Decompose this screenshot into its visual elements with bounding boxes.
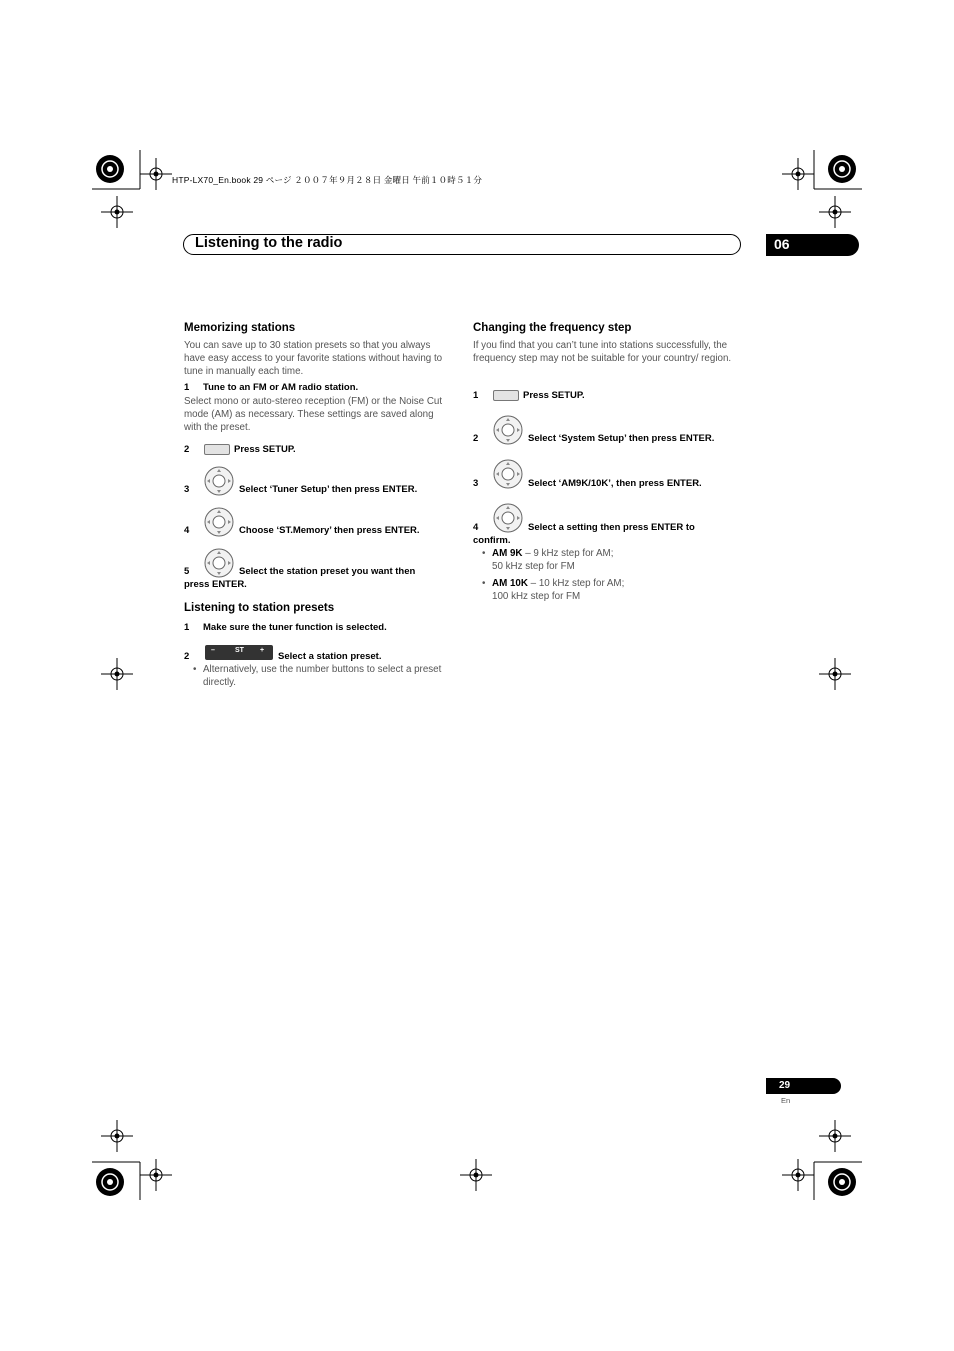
bullet-dot: • [193, 664, 197, 675]
step-text-continued: press ENTER. [184, 579, 247, 590]
option-description-continued: 50 kHz step for FM [492, 561, 575, 572]
frequency-heading: Changing the frequency step [473, 322, 632, 334]
step-number: 2 [184, 444, 190, 455]
step-description: Select mono or auto-stereo reception (FM) or the Noise Cut mode (AM) as necessary. These settings are saved along with the preset. [184, 396, 443, 433]
step-text: Select ‘System Setup’ then press ENTER. [528, 433, 715, 444]
step-number: 1 [473, 390, 479, 401]
bullet-text: Alternatively, use the number buttons to select a preset directly. [203, 664, 442, 688]
step-number: 2 [473, 433, 479, 444]
memorizing-intro: You can save up to 30 station presets so that you always have easy access to your favorite stations without having to tune in manually each time. [184, 340, 443, 377]
step-number: 3 [184, 484, 190, 495]
step-number: 5 [184, 566, 190, 577]
step-number: 2 [184, 651, 190, 662]
step-text-continued: confirm. [473, 535, 511, 546]
option-am10k [492, 577, 624, 590]
chapter-number: 06 [774, 236, 790, 252]
page-number-tab [766, 1078, 841, 1094]
step-text: Tune to an FM or AM radio station. [203, 382, 359, 393]
step-number: 3 [473, 478, 479, 489]
dial-pad-icon [204, 466, 234, 496]
page-title: Listening to the radio [195, 235, 343, 251]
presets-heading: Listening to station presets [184, 602, 335, 614]
option-description-continued: 100 kHz step for FM [492, 591, 581, 602]
book-info-line: HTP-LX70_En.book 29 ページ ２００７年９月２８日 金曜日 午前１０時５１分 [172, 175, 483, 185]
st-plus-label: + [260, 647, 265, 654]
setup-button-icon [493, 390, 519, 401]
station-preset-button-icon [205, 645, 273, 660]
step-number: 1 [184, 382, 190, 393]
dial-pad-icon [204, 548, 234, 578]
bullet-dot: • [482, 578, 486, 589]
option-label: AM 10K [492, 578, 528, 589]
option-description: – 9 kHz step for AM; [522, 548, 614, 559]
step-text: Choose ‘ST.Memory’ then press ENTER. [239, 525, 420, 536]
option-description: – 10 kHz step for AM; [527, 578, 625, 589]
step-text: Select a setting then press ENTER to [528, 522, 695, 533]
option-am9k [492, 547, 613, 560]
dial-pad-icon [493, 503, 523, 533]
step-text: Press SETUP. [234, 444, 296, 455]
memorizing-heading: Memorizing stations [184, 322, 296, 334]
frequency-intro: If you find that you can’t tune into stations successfully, the frequency step may not be suitable for your country/ region. [473, 340, 732, 364]
page-number: 29 [779, 1080, 791, 1091]
page-language: En [781, 1096, 791, 1105]
dial-pad-icon [493, 459, 523, 489]
option-label: AM 9K [492, 548, 523, 559]
st-label: ST [235, 647, 244, 654]
setup-button-icon [204, 444, 230, 455]
step-text: Select a station preset. [278, 651, 382, 662]
step-number: 4 [184, 525, 190, 536]
step-text: Select ‘Tuner Setup’ then press ENTER. [239, 484, 418, 495]
dial-pad-icon [204, 507, 234, 537]
step-number: 4 [473, 522, 479, 533]
step-text: Make sure the tuner function is selected. [203, 622, 387, 633]
step-number: 1 [184, 622, 190, 633]
step-text: Press SETUP. [523, 390, 585, 401]
st-minus-label: – [211, 647, 215, 654]
dial-pad-icon [493, 415, 523, 445]
step-text: Select ‘AM9K/10K’, then press ENTER. [528, 478, 702, 489]
bullet-dot: • [482, 548, 486, 559]
step-text: Select the station preset you want then [239, 566, 416, 577]
